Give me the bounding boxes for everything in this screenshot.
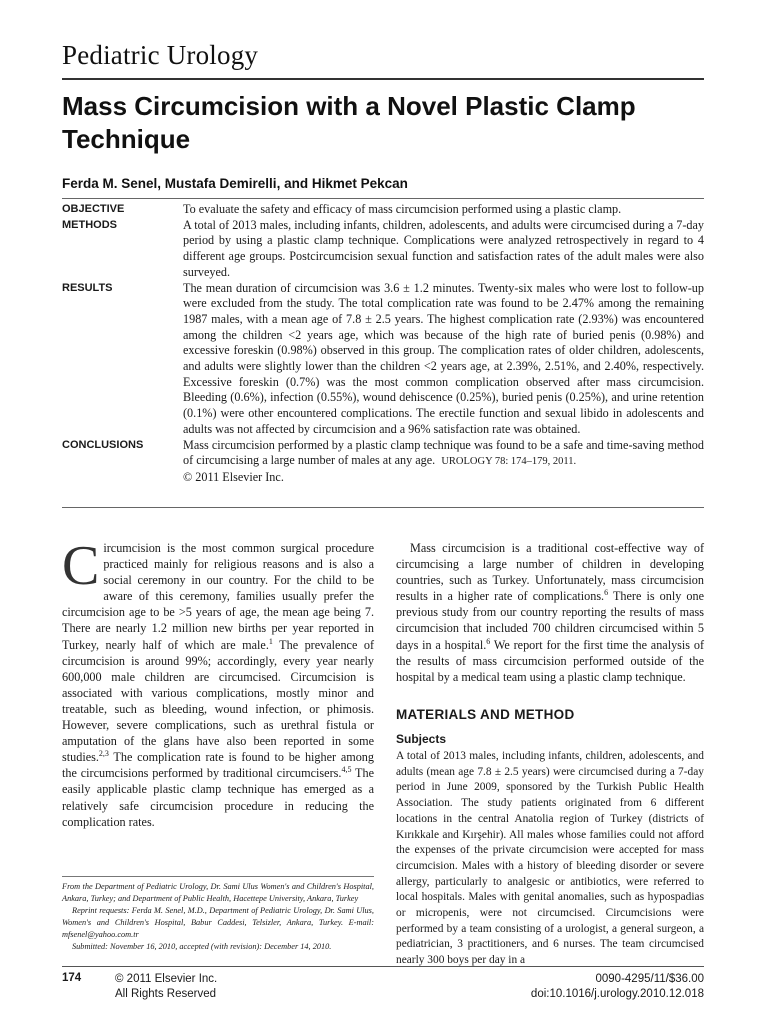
copyright-line: © 2011 Elsevier Inc. [115,973,218,985]
citation-ref: 6 [604,588,609,598]
methods-text: A total of 2013 males, including infants, children, adolescents, and adults were circumcised during a 7-day period by using a plastic clamp technique. Complications were analyzed retrospectively in regard to 4 different age groups. Postcircumcision sexual function and satisfaction rates of the adult males were also surveyed. [183,217,704,279]
footer-ids [531,972,704,1002]
results-text: The mean duration of circumcision was 3.6 ± 1.2 minutes. Twenty-six males who were lost to follow-up were excluded from the study. The total complication rate was found to be 2.47% among the remaining 1987 males, with a mean age of 7.8 ± 2.5 years. The highest complication rate (2.93%) was encountered among the children <2 years age, which was because of the high rate of buried penis (0.98%) and excessive foreskin (0.98%) observed in this group. The complication rates of older children, adolescents, and adults were slightly lower than the children <2 years age, at 2.39%, 2.51%, and 2.40%, respectively. Excessive foreskin (0.7%) was the most common complication observed after mass circumcision. Bleeding (0.6%), infection (0.55%), wound dehiscence (0.25%), buried penis (0.25%), and urine retention (0.1%) were other encountered complications. The erectile function and sexual libido in adolescents and adults was not affected by circumcision and a 96% satisfaction rate was obtained. [183,280,704,436]
para2-text-1: Mass circumcision is a traditional cost-effective way of circumcising a large number of children in developing countries, such as Turkey. Unfortunately, mass circumcision results in a higher rate of complications. [396,541,704,604]
para2-text-2: There is only one previous study from our country reporting the results of mass circumcision that included 700 children circumcised within 5 days in a hospital. [396,589,704,652]
objective-text: To evaluate the safety and efficacy of mass circumcision performed using a plastic clamp. [183,202,622,216]
article-title: Mass Circumcision with a Novel Plastic Clamp Technique [62,91,636,154]
abstract-bottom-rule [62,507,704,508]
abstract-results [62,281,704,438]
subjects-paragraph: A total of 2013 males, including infants, children, adolescents, and adults (mean age 7.8 ± 2.5 years) were circumcised during a 7-day period in June 2009, sponsored by the Turkish Public Health Association. The study patients originated from 6 different locations in the central Anatolia region of Turkey (districts of Kırıkkale and Kırşehir). All males whose families could not afford the expenses of the private circumcision were accepted for mass circumcision. Males with a history of bleeding disorder or severe allergy, particularly to analgesic or antibiotics, were referred to local hospitals. Males with genital anomalies, such as hypospadias or micropenis, were not circumcised. Circumcisions were performed by a team consisting of a urologist, a general surgeon, a pediatrician, 3 practitioners, and 6 nurses. The team circumcised nearly 300 boys per day in a [396,750,704,967]
methods-label: METHODS [62,218,117,231]
intro-text-1: ircumcision is the most common surgical procedure practiced mainly for religious reasons and is also a social ceremony in our country. For the child to be aware of this ceremony, families usually prefer the circumcision age to be >5 years of age, the mean age being 7. There are nearly 1.2 million new births per year reported in Turkey, nearly half of which are male. [62,541,374,652]
author-list: Ferda M. Senel, Mustafa Demirelli, and Hikmet Pekcan [62,176,408,191]
abstract-methods [62,218,704,281]
footer-copyright [115,972,217,1002]
citation-ref: 4,5 [341,765,352,775]
abstract [62,202,704,486]
abstract-copyright: © 2011 Elsevier Inc. [183,469,284,484]
journal-section-title: Pediatric Urology [62,40,259,70]
section-heading: MATERIALS AND METHOD [396,706,575,722]
header-rule [62,78,704,80]
intro-column [62,535,375,830]
rights-line: All Rights Reserved [115,988,216,1000]
reprint-note: Reprint requests: Ferda M. Senel, M.D., Department of Pediatric Urology, Dr. Sami Ulus, Women's and Children's Hospital, Babur Caddesi, Telsizler, Ankara, Turkey. E-mail: mfsenel@yahoo.com.tr [62,906,374,939]
right-column [396,540,704,969]
footnote-rule [62,876,374,877]
conclusions-text: Mass circumcision performed by a plastic clamp technique was found to be a safe and time-saving method of circumcising a large number of males at any age. [183,437,704,468]
mass-circumcision-paragraph [396,540,704,685]
affiliation-note: From the Department of Pediatric Urology, Dr. Sami Ulus Women's and Children's Hospital, Ankara, Turkey; and Department of Public Health, Hacettepe University, Ankara, Turkey [62,882,374,903]
page-number: 174 [62,972,82,984]
abstract-top-rule [62,198,704,199]
abstract-objective [62,202,704,218]
issn-price: 0090-4295/11/$36.00 [595,973,704,985]
doi[interactable]: doi:10.1016/j.urology.2010.12.018 [530,988,704,1000]
results-label: RESULTS [62,281,113,294]
conclusions-label: CONCLUSIONS [62,438,144,451]
citation-ref: 1 [268,636,273,646]
para2-text-3: We report for the first time the analysis of the results of mass circumcision performed outside of the hospital by a medical team using a plastic clamp technique. [396,637,705,684]
intro-text-4: The easily applicable plastic clamp technique has emerged as a relatively safe circumcision procedure in reducing the complication rates. [62,766,375,829]
citation-ref: 2,3 [98,749,109,759]
intro-text-2: The prevalence of circumcision is around 99%; accordingly, every year nearly 600,000 male children are circumcised. Circumcision is associated with various complications, mostly minor and treatable, such as bleeding, wound infection, or phimosis. However, severe complications, such as urethral fistula or amputation of the glans have also been reported in some studies. [62,637,375,765]
subsection-heading: Subjects [396,731,447,746]
footer-rule [62,966,704,967]
abstract-conclusions [62,438,704,486]
intro-text-3: The complication rate is found to be higher among the circumcisions performed by traditional circumcisers. [62,750,374,781]
conclusions-text-block [183,438,704,486]
intro-paragraph [62,535,375,830]
journal-citation: UROLOGY 78: 174–179, 2011. [441,456,577,468]
drop-cap: C [62,535,100,597]
citation-ref: 6 [486,636,491,646]
footnotes [62,881,374,953]
objective-label: OBJECTIVE [62,203,125,215]
submission-dates: Submitted: November 16, 2010, accepted (with revision): December 14, 2010. [72,942,332,951]
